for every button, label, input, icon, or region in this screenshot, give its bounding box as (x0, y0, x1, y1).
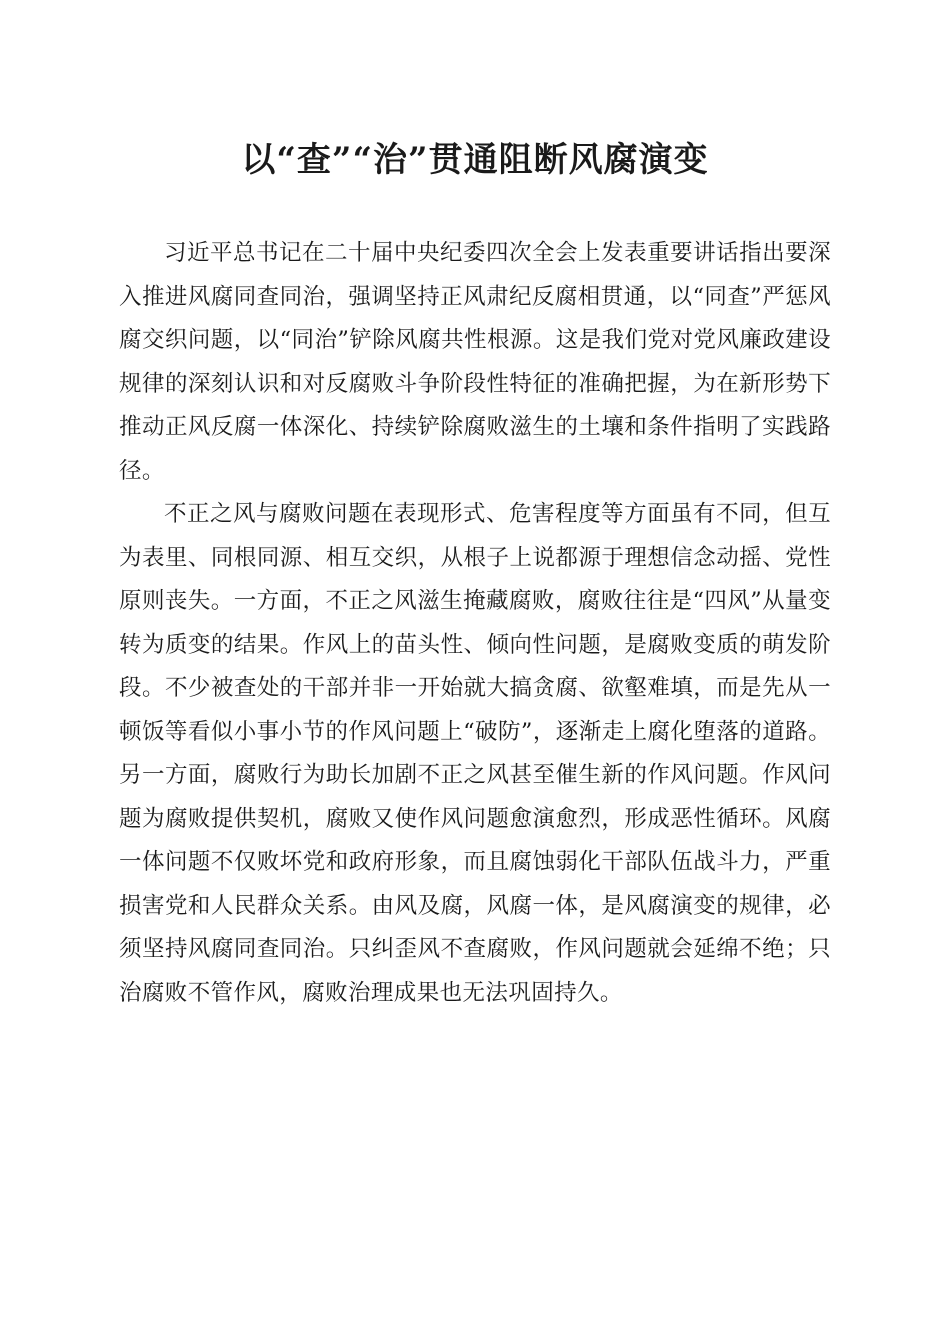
paragraph-1: 习近平总书记在二十届中央纪委四次全会上发表重要讲话指出要深入推进风腐同查同治，强调坚持正风肃纪反腐相贯通，以“同查”严惩风腐交织问题，以“同治”铲除风腐共性根源。这是我们党对党风廉政建设规律的深刻认识和对反腐败斗争阶段性特征的准确把握，为在新形势下推动正风反腐一体深化、持续铲除腐败滋生的土壤和条件指明了实践路径。 (119, 240, 831, 484)
document-body (119, 232, 831, 1015)
document-title: 以“查”“治”贯通阻断风腐演变 (241, 140, 709, 180)
paragraph-2: 不正之风与腐败问题在表现形式、危害程度等方面虽有不同，但互为表里、同根同源、相互交织，从根子上说都源于理想信念动摇、党性原则丧失。一方面，不正之风滋生掩藏腐败，腐败往往是“四风”从量变转为质变的结果。作风上的苗头性、倾向性问题，是腐败变质的萌发阶段。不少被查处的干部并非一开始就大搞贪腐、欲壑难填，而是先从一顿饭等看似小事小节的作风问题上“破防”，逐渐走上腐化堕落的道路。另一方面，腐败行为助长加剧不正之风甚至催生新的作风问题。作风问题为腐败提供契机，腐败又使作风问题愈演愈烈，形成恶性循环。风腐一体问题不仅败坏党和政府形象，而且腐蚀弱化干部队伍战斗力，严重损害党和人民群众关系。由风及腐，风腐一体，是风腐演变的规律，必须坚持风腐同查同治。只纠歪风不查腐败，作风问题就会延绵不绝；只治腐败不管作风，腐败治理成果也无法巩固持久。 (119, 501, 831, 1006)
